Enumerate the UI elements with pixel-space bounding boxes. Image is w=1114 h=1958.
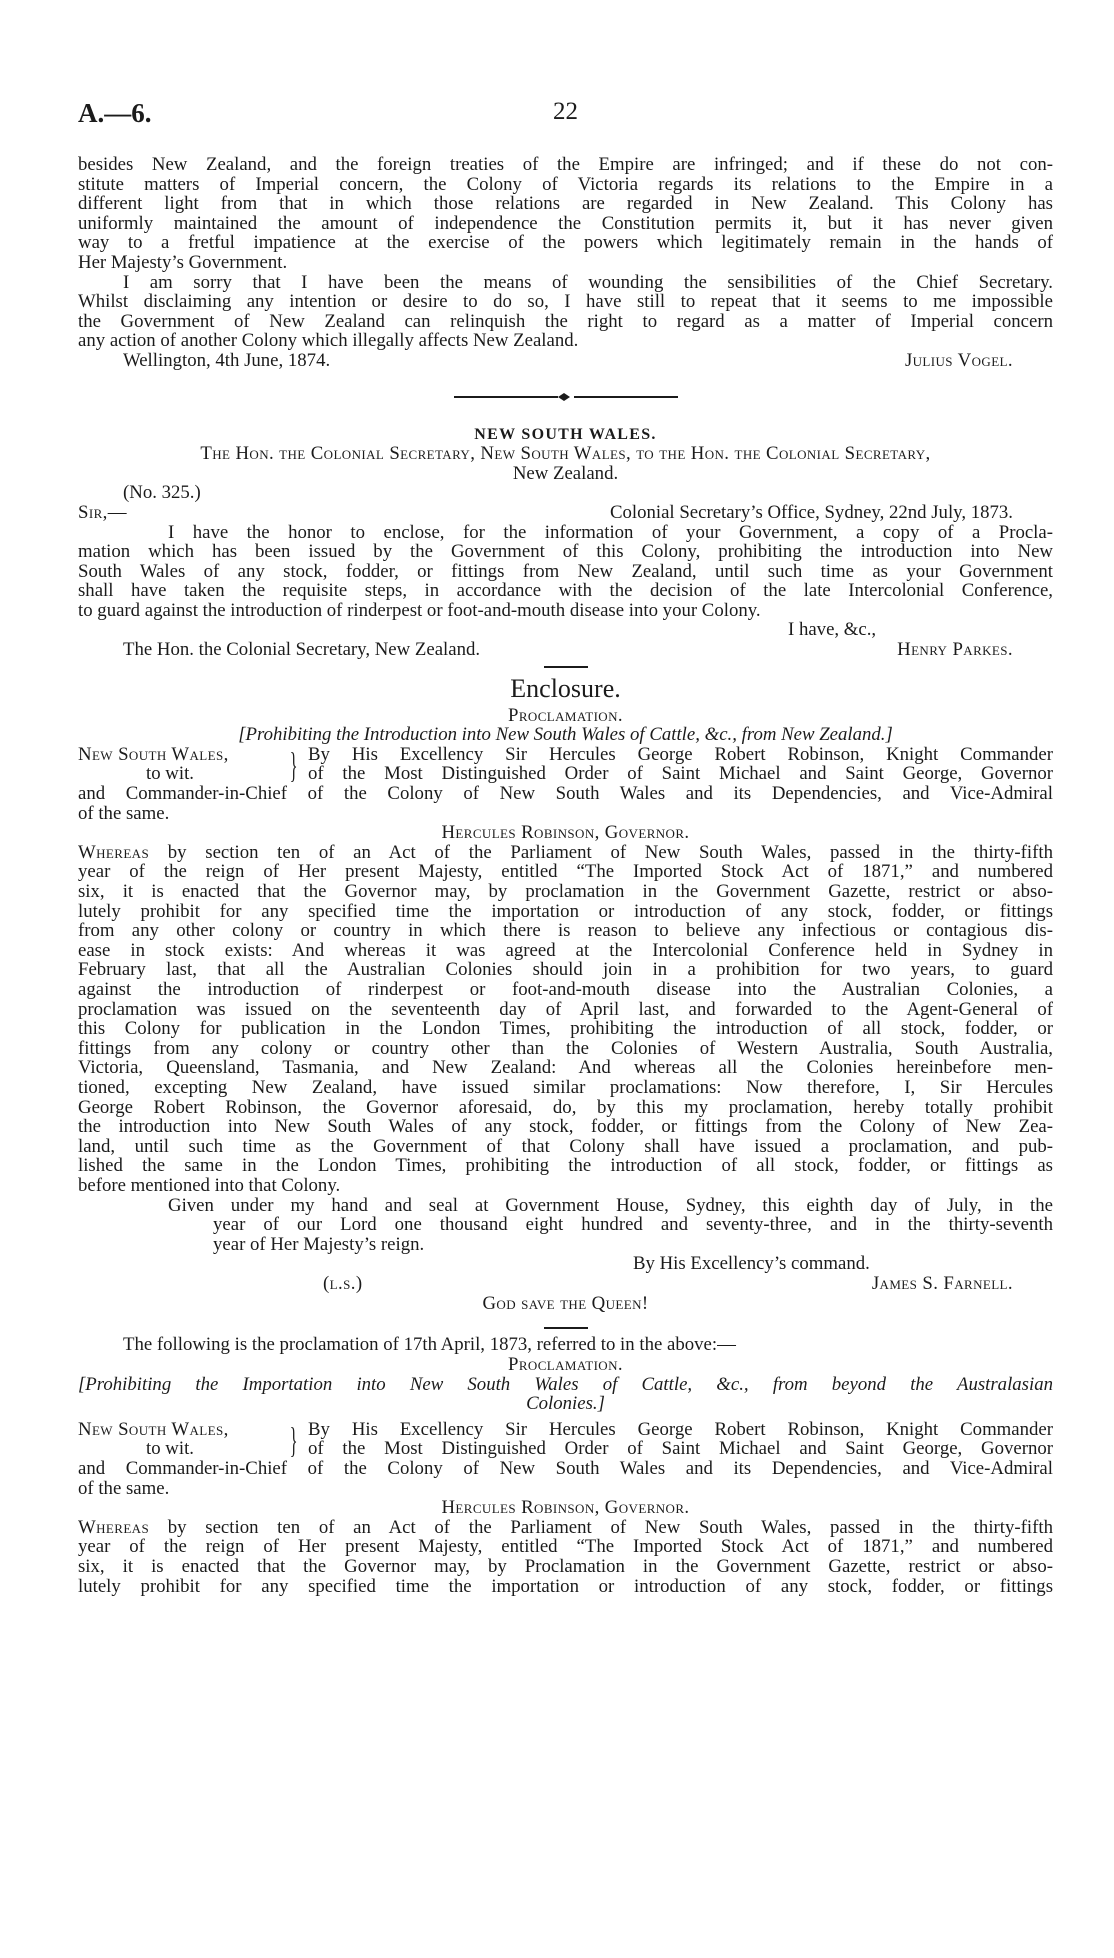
page-header [78,98,1053,132]
text-line: six, it is enacted that the Governor may, by proclamation in the Government Gazette, restrict or abso- [78,881,1053,902]
text-line: of the same. [78,802,170,824]
letter-body [78,523,1053,621]
text-fragment: by section ten of an Act of the Parliament of New South Wales, passed in the thirty-fifth [149,1516,1053,1538]
governor-name: Hercules Robinson, Governor. [441,822,690,844]
section-heading: NEW SOUTH WALES. [474,425,657,443]
text-line: the Government of New Zealand can relinquish the right to regard as a matter of Imperial concern [78,310,1053,332]
text-line: to guard against the introduction of rinderpest or foot-and-mouth disease into your Colony. [78,599,761,621]
diamond-ornament-icon [558,391,570,403]
address-line: New Zealand. [512,462,619,484]
proclamation-label: Proclamation. [508,1354,623,1376]
brace-icon: } [289,744,298,785]
command-line: By His Excellency’s command. [633,1253,870,1275]
text-line: from any other colony or country in which there is reason to believe any infectious or contagious dis- [78,920,1053,942]
text-line: different light from that in which those relations are regarded in New Zealand. This Colony has [78,193,1053,215]
text-line: the introduction into New South Wales of any stock, fodder, or fittings from the Colony of New Zea- [78,1116,1053,1138]
text-line: lished the same in the London Times, prohibiting the introduction of all stock, fodder, or fittings as [78,1155,1053,1177]
text-line: year of our Lord one thousand eight hundred and seventy-three, and in the thirty-seventh [213,1214,1053,1236]
proclamation-label: Proclamation. [508,704,623,726]
jurisdiction-sub: to wit. [146,763,194,785]
address-line: The Hon. the Colonial Secretary, New South Wales, to the Hon. the Colonial Secretary, [200,443,931,465]
page-number: 22 [553,98,578,125]
text-line: and Commander-in-Chief of the Colony of New South Wales and its Dependencies, and Vice-Admiral [78,1458,1053,1480]
second-intro: The following is the proclamation of 17th April, 1873, referred to in the above:— [123,1334,736,1356]
text-line: Whilst disclaiming any intention or desire to do so, I have still to repeat that it seems to me impossible [78,291,1053,313]
text-line [78,1518,1053,1538]
seal-signature-row [78,1274,1053,1294]
place-date: Wellington, 4th June, 1874. [123,349,331,371]
intro-paragraph-1 [78,155,1053,273]
text-line: six, it is enacted that the Governor may, by Proclamation in the Government Gazette, restrict or abso- [78,1556,1053,1577]
proclamation-body [78,843,1053,1196]
governor-name: Hercules Robinson, Governor. [441,1497,690,1519]
text-line: before mentioned into that Colony. [78,1174,341,1196]
text-line: of the Most Distinguished Order of Saint Michael and Saint George, Governor [308,1438,1053,1460]
text-line: any action of another Colony which illegally affects New Zealand. [78,330,579,352]
divider [544,666,588,668]
given-clause [78,1196,1053,1255]
salutation: Sir,— [78,501,127,523]
text-line: South Wales of any stock, fodder, or fittings from New Zealand, until such time as your Government [78,560,1053,582]
text-line: this Colony for publication in the London Times, prohibiting the introduction of all stock, fodder, or [78,1018,1053,1040]
text-line: I am sorry that I have been the means of wounding the sensibilities of the Chief Secretary. [123,271,1053,293]
whereas-word: Whereas [78,1516,150,1538]
signature: Henry Parkes. [897,639,1013,661]
divider [544,1327,588,1329]
text-line: of the same. [78,1477,170,1499]
addressee: The Hon. the Colonial Secretary, New Zealand. [123,639,481,661]
seal-mark: (l.s.) [323,1272,363,1294]
proclamation-subtitle: [Prohibiting the Introduction into New South Wales of Cattle, &c., from New Zealand.] [238,724,893,746]
signature: Julius Vogel. [904,349,1013,371]
jurisdiction: New South Wales, [78,1418,229,1440]
enclosure-title: Enclosure. [510,673,621,703]
text-line: stitute matters of Imperial concern, the Colony of Victoria regards its relations to the Empire in a [78,173,1053,195]
closing: I have, &c., [788,619,877,641]
text-line: of the Most Distinguished Order of Saint Michael and Saint George, Governor [308,763,1053,785]
proclamation-subtitle-cont: Colonies.] [526,1393,605,1415]
text-line: By His Excellency Sir Hercules George Robert Robinson, Knight Commander [308,743,1053,765]
text-line: uniformly maintained the amount of independence the Constitution permits it, but it has never given [78,212,1053,234]
proclamation-body [78,1518,1053,1596]
body-text [78,155,1053,1596]
text-line: proclamation was issued on the seventeenth day of April last, and forwarded to the Agent-General of [78,998,1053,1020]
section-ornament [454,391,678,403]
text-line: land, until such time as the Government of that Colony shall have issued a proclamation, and pub- [78,1135,1053,1157]
sign-off-row [78,351,1053,371]
jurisdiction-sub: to wit. [146,1438,194,1460]
text-line: tioned, excepting New Zealand, have issued similar proclamations: Now therefore, I, Sir Hercules [78,1076,1053,1098]
text-line: Given under my hand and seal at Government House, Sydney, this eighth day of July, in the [168,1194,1053,1216]
closing-salutation: God save the Queen! [482,1292,649,1314]
office-date: Colonial Secretary’s Office, Sydney, 22nd July, 1873. [609,501,1013,523]
document-reference: A.—6. [78,98,152,128]
text-line: By His Excellency Sir Hercules George Robert Robinson, Knight Commander [308,1418,1053,1440]
proclamation-preamble [78,1420,1053,1459]
whereas-word: Whereas [78,841,150,863]
text-line: shall have taken the requisite steps, in accordance with the decision of the late Intercolonial Conference, [78,580,1053,602]
text-line: year of the reign of Her present Majesty, entitled “The Imported Stock Act of 1871,” and numbered [78,1536,1053,1558]
letter-number: (No. 325.) [123,482,201,504]
text-line: year of the reign of Her present Majesty, entitled “The Imported Stock Act of 1871,” and numbered [78,861,1053,883]
text-line: February last, that all the Australian Colonies should join in a prohibition for two years, to guard [78,959,1053,981]
text-line: against the introduction of rinderpest or foot-and-mouth disease into the Australian Colonies, a [78,978,1053,1000]
brace-icon: } [289,1419,298,1460]
intro-paragraph-2 [78,273,1053,351]
salutation-row [78,503,1053,523]
text-fragment: by section ten of an Act of the Parliament of New South Wales, passed in the thirty-fifth [149,841,1053,863]
text-line: mation which has been issued by the Government of this Colony, prohibiting the introduction into New [78,541,1053,563]
text-line: ease in stock exists: And whereas it was agreed at the Intercolonial Conference held in Sydney in [78,939,1053,961]
text-line: fittings from any colony or country other than the Colonies of Western Australia, South Australia, [78,1037,1053,1059]
proclamation-subtitle: [Prohibiting the Importation into New South Wales of Cattle, &c., from beyond the Australasian [78,1373,1053,1395]
text-line [78,843,1053,863]
text-line: Her Majesty’s Government. [78,251,288,273]
jurisdiction: New South Wales, [78,743,229,765]
text-line: George Robert Robinson, the Governor aforesaid, do, by this my proclamation, hereby totally prohibit [78,1096,1053,1118]
text-line: besides New Zealand, and the foreign treaties of the Empire are infringed; and if these do not con- [78,154,1053,175]
proclamation-preamble [78,745,1053,784]
text-line: lutely prohibit for any specified time the importation or introduction of any stock, fodder, or fittings [78,900,1053,922]
text-line: year of Her Majesty’s reign. [213,1233,425,1255]
addressee-row [78,640,1053,660]
text-line: and Commander-in-Chief of the Colony of New South Wales and its Dependencies, and Vice-Admiral [78,783,1053,805]
text-line: Victoria, Queensland, Tasmania, and New Zealand: And whereas all the Colonies hereinbefore men- [78,1057,1053,1079]
text-line: I have the honor to enclose, for the information of your Government, a copy of a Procla- [168,521,1053,543]
text-line: lutely prohibit for any specified time the importation or introduction of any stock, fodder, or fittings [78,1575,1053,1597]
text-line: way to a fretful impatience at the exercise of the powers which legitimately remain in the hands of [78,232,1053,254]
signatory: James S. Farnell. [871,1272,1013,1294]
